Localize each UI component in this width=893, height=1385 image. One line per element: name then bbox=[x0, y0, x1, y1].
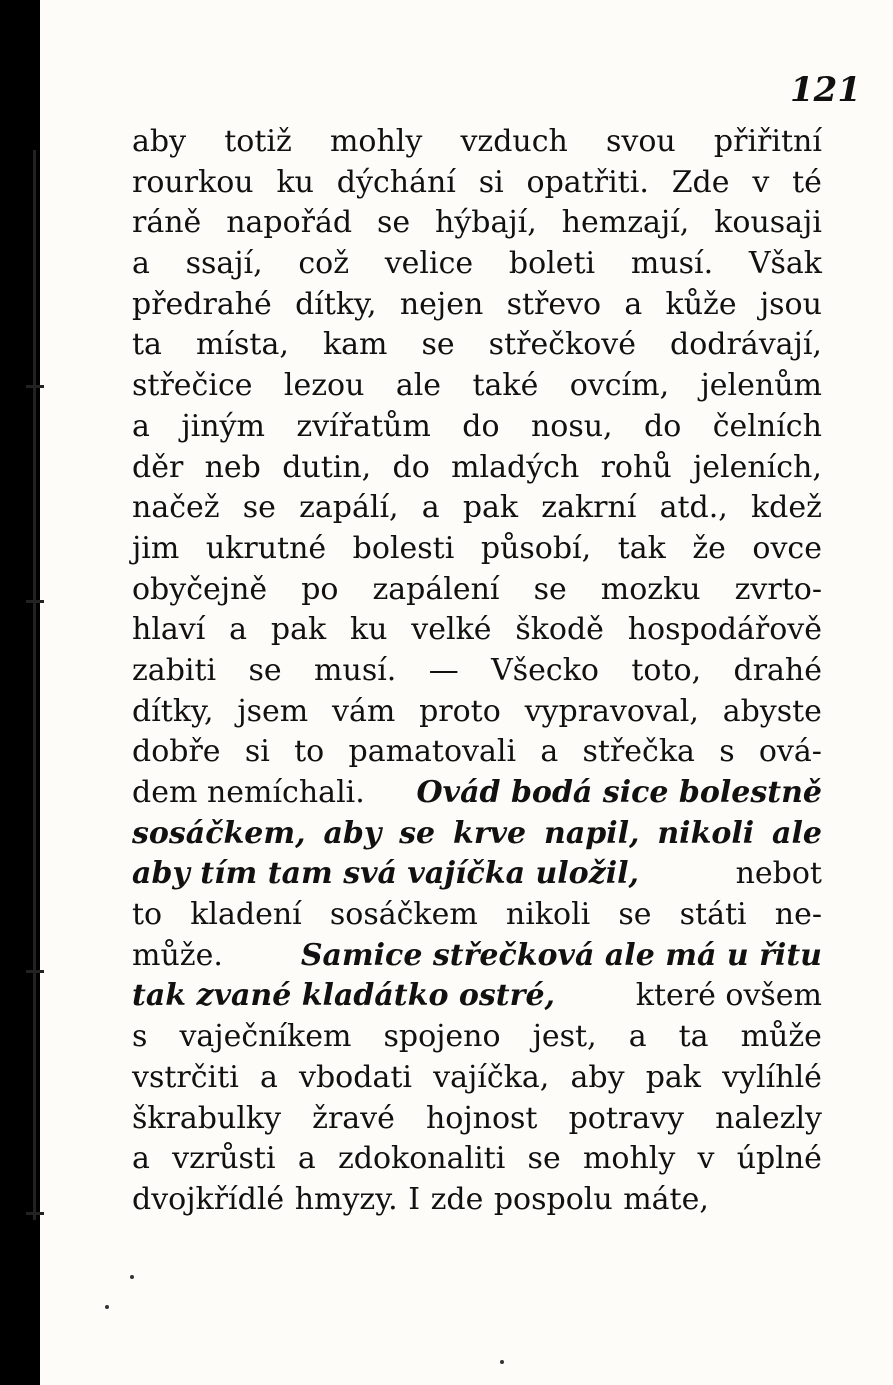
word: boleti bbox=[508, 246, 596, 282]
word: nalezly bbox=[715, 1100, 822, 1136]
text-span: které ovšem bbox=[635, 978, 822, 1014]
text-line bbox=[132, 122, 822, 163]
word: a bbox=[421, 490, 440, 526]
word: pak bbox=[462, 490, 519, 526]
word: drahé bbox=[733, 652, 822, 688]
word: hojnost bbox=[425, 1100, 538, 1136]
word: sosáčkem, bbox=[132, 815, 306, 851]
text-line bbox=[132, 203, 822, 244]
word: dítky, bbox=[132, 693, 214, 729]
word: vypravoval, bbox=[524, 693, 699, 729]
word: dobře bbox=[132, 734, 221, 770]
text-line bbox=[132, 1139, 822, 1180]
word: s bbox=[719, 734, 735, 770]
word: přiřitní bbox=[713, 124, 822, 159]
body-text bbox=[132, 122, 822, 1221]
word: se bbox=[421, 327, 455, 363]
word: zdokonaliti bbox=[337, 1141, 506, 1177]
word: ta bbox=[678, 1019, 709, 1055]
word: se bbox=[376, 205, 411, 241]
word: škrabulky bbox=[132, 1100, 282, 1136]
text-line bbox=[132, 366, 822, 407]
word: ovcím, bbox=[569, 368, 670, 404]
text-line bbox=[132, 773, 822, 814]
word: dodrávají, bbox=[670, 327, 822, 363]
word: vzduch bbox=[460, 124, 568, 159]
text-line bbox=[132, 407, 822, 448]
italic-span: tak zvané kladátko ostré, bbox=[132, 978, 556, 1014]
word: hmyzy. bbox=[294, 1181, 398, 1217]
word: zvrto- bbox=[734, 571, 822, 607]
word: vylíhlé bbox=[722, 1059, 822, 1095]
word: svou bbox=[606, 124, 676, 159]
word: se bbox=[399, 815, 436, 851]
word: napořád bbox=[226, 205, 353, 241]
margin-tick bbox=[26, 970, 44, 973]
word: do bbox=[644, 408, 682, 444]
word: do bbox=[392, 449, 430, 485]
text-span: může. bbox=[132, 937, 223, 973]
word: se bbox=[533, 571, 567, 607]
word: Zde bbox=[671, 164, 730, 200]
word: si bbox=[478, 164, 504, 200]
word: zakrní bbox=[541, 490, 637, 526]
word: se bbox=[618, 897, 652, 933]
word: to bbox=[294, 734, 325, 770]
text-line bbox=[132, 1180, 822, 1221]
word: zde bbox=[430, 1181, 484, 1217]
word: nejen bbox=[399, 286, 484, 322]
text-line bbox=[132, 244, 822, 285]
word: v bbox=[697, 1141, 715, 1177]
word: si bbox=[244, 734, 270, 770]
speck bbox=[130, 1275, 134, 1279]
word: neb bbox=[204, 449, 261, 485]
word: střečkové bbox=[488, 327, 636, 363]
margin-tick bbox=[26, 600, 44, 603]
text-span: dem nemíchali. bbox=[132, 775, 365, 810]
word: to bbox=[132, 897, 163, 933]
word: ssají, bbox=[185, 246, 263, 282]
word: státi bbox=[679, 897, 747, 933]
word: ráně bbox=[132, 205, 202, 241]
word: mohly bbox=[582, 1141, 676, 1177]
word: lezou bbox=[283, 368, 365, 404]
word: aby bbox=[570, 1059, 625, 1095]
word: atd., bbox=[659, 490, 728, 526]
word: se bbox=[527, 1141, 561, 1177]
word: ta bbox=[132, 327, 162, 363]
word: střevo bbox=[506, 286, 602, 322]
word: jsem bbox=[237, 693, 309, 729]
text-line bbox=[132, 610, 822, 651]
text-line bbox=[132, 1058, 822, 1099]
text-line bbox=[132, 814, 822, 855]
word: do bbox=[462, 408, 500, 444]
word: vbodati bbox=[299, 1059, 412, 1095]
word: vaječníkem bbox=[179, 1019, 352, 1055]
text-line bbox=[132, 976, 822, 1017]
text-line bbox=[132, 285, 822, 326]
word: I bbox=[408, 1181, 421, 1217]
word: nikoli bbox=[657, 815, 755, 851]
word: střečka bbox=[582, 734, 695, 770]
text-line bbox=[132, 1017, 822, 1058]
word: mladých bbox=[451, 449, 580, 485]
word: té bbox=[792, 164, 822, 200]
word: kousaji bbox=[714, 205, 822, 241]
text-line bbox=[132, 570, 822, 611]
word: mohly bbox=[329, 124, 423, 159]
word: aby bbox=[132, 124, 187, 159]
text-span: nebot bbox=[735, 856, 822, 892]
word: nikoli bbox=[505, 897, 591, 933]
word: úplné bbox=[736, 1141, 822, 1177]
word: předrahé bbox=[132, 286, 272, 322]
word: napil, bbox=[544, 815, 640, 851]
text-line bbox=[132, 1099, 822, 1140]
word: děr bbox=[132, 449, 184, 485]
word: hemzají, bbox=[561, 205, 690, 241]
word: abyste bbox=[722, 693, 822, 729]
word: kam bbox=[322, 327, 388, 363]
word: opatřiti. bbox=[526, 164, 649, 200]
word: rohů bbox=[600, 449, 672, 485]
word: jest, bbox=[532, 1019, 597, 1055]
italic-span: Ovád bodá sice bolestně bbox=[416, 775, 822, 810]
word: ale bbox=[395, 368, 442, 404]
word: s bbox=[132, 1019, 148, 1055]
word: žravé bbox=[312, 1100, 395, 1136]
text-line bbox=[132, 325, 822, 366]
word: bolesti bbox=[352, 530, 455, 566]
word: zabiti bbox=[132, 652, 217, 688]
word: dutin, bbox=[282, 449, 372, 485]
margin-tick bbox=[26, 385, 44, 388]
word: spojeno bbox=[383, 1019, 501, 1055]
word: musí. bbox=[630, 246, 714, 282]
word: ale bbox=[772, 815, 822, 851]
word: ukrutné bbox=[205, 530, 327, 566]
word: máte, bbox=[623, 1181, 709, 1217]
text-line bbox=[132, 936, 822, 977]
word: se bbox=[248, 652, 282, 688]
text-line bbox=[132, 488, 822, 529]
margin-tick bbox=[26, 1212, 44, 1215]
word: zvířatům bbox=[296, 408, 431, 444]
word: což bbox=[298, 246, 350, 282]
word: a bbox=[628, 1019, 647, 1055]
word: jiným bbox=[181, 408, 265, 444]
word: po bbox=[301, 571, 339, 607]
word: aby bbox=[323, 815, 382, 851]
word: velice bbox=[384, 246, 474, 282]
word: v bbox=[752, 164, 770, 200]
speck bbox=[500, 1360, 504, 1364]
text-line bbox=[132, 732, 822, 773]
word: proto bbox=[419, 693, 501, 729]
word: toto, bbox=[631, 652, 702, 688]
word: krve bbox=[453, 815, 527, 851]
word: musí. bbox=[314, 652, 397, 688]
word: může bbox=[740, 1019, 822, 1055]
italic-span: Samice střečková ale má u řitu bbox=[300, 937, 822, 973]
word: se bbox=[242, 490, 276, 526]
word: vám bbox=[332, 693, 396, 729]
word: dítky, bbox=[295, 286, 377, 322]
word: pamatovali bbox=[348, 734, 517, 770]
text-line bbox=[132, 895, 822, 936]
word: a bbox=[229, 612, 248, 648]
word: velké bbox=[411, 612, 492, 648]
word: a bbox=[132, 246, 150, 282]
text-line bbox=[132, 692, 822, 733]
word: — bbox=[428, 652, 459, 688]
word: vajíčka, bbox=[433, 1059, 550, 1095]
word: hospodářově bbox=[627, 612, 822, 648]
word: místa, bbox=[195, 327, 289, 363]
word: pak bbox=[645, 1059, 701, 1095]
word: tak bbox=[617, 530, 666, 566]
word: rourkou bbox=[132, 164, 254, 200]
word: jim bbox=[132, 530, 180, 566]
word: zapálí, bbox=[299, 490, 399, 526]
word: pospolu bbox=[493, 1181, 613, 1217]
text-line bbox=[132, 529, 822, 570]
word: také bbox=[472, 368, 539, 404]
text-line bbox=[132, 163, 822, 204]
word: a bbox=[259, 1059, 278, 1095]
word: ne- bbox=[774, 897, 822, 933]
word: ovce bbox=[752, 530, 822, 566]
italic-span: aby tím tam svá vajíčka uložil, bbox=[132, 856, 639, 892]
word: dýchání bbox=[336, 164, 456, 200]
word: hlaví bbox=[132, 612, 206, 648]
word: vstrčiti bbox=[132, 1059, 239, 1095]
binding-margin-rule bbox=[33, 150, 36, 1220]
word: a bbox=[132, 408, 150, 444]
word: hýbají, bbox=[435, 205, 537, 241]
word: Všecko bbox=[491, 652, 599, 688]
word: ku bbox=[349, 612, 388, 648]
word: že bbox=[692, 530, 726, 566]
word: jsou bbox=[759, 286, 822, 322]
word: mozku bbox=[600, 571, 701, 607]
word: střečice bbox=[132, 368, 253, 404]
word: kladení bbox=[190, 897, 302, 933]
text-line bbox=[132, 448, 822, 489]
word: ová- bbox=[758, 734, 822, 770]
word: kůže bbox=[665, 286, 737, 322]
word: kdež bbox=[750, 490, 822, 526]
word: a bbox=[297, 1141, 316, 1177]
word: ku bbox=[276, 164, 314, 200]
word: obyčejně bbox=[132, 571, 268, 607]
word: a bbox=[132, 1141, 150, 1177]
word: jelenům bbox=[700, 368, 822, 404]
word: potravy bbox=[568, 1100, 685, 1136]
word: čelních bbox=[712, 408, 822, 444]
word: vzrůsti bbox=[172, 1141, 276, 1177]
word: a bbox=[540, 734, 559, 770]
word: sosáčkem bbox=[329, 897, 478, 933]
page-number: 121 bbox=[790, 70, 861, 110]
word: jeleních, bbox=[692, 449, 822, 485]
word: Však bbox=[748, 246, 822, 282]
word: zapálení bbox=[372, 571, 500, 607]
word: pak bbox=[270, 612, 327, 648]
word: totiž bbox=[224, 124, 292, 159]
word: nosu, bbox=[530, 408, 613, 444]
text-line bbox=[132, 854, 822, 895]
speck bbox=[105, 1305, 109, 1309]
word: a bbox=[624, 286, 643, 322]
text-line bbox=[132, 651, 822, 692]
word: působí, bbox=[480, 530, 592, 566]
word: načež bbox=[132, 490, 220, 526]
word: dvojkřídlé bbox=[132, 1181, 285, 1217]
book-page bbox=[40, 0, 893, 1385]
word: škodě bbox=[515, 612, 604, 648]
